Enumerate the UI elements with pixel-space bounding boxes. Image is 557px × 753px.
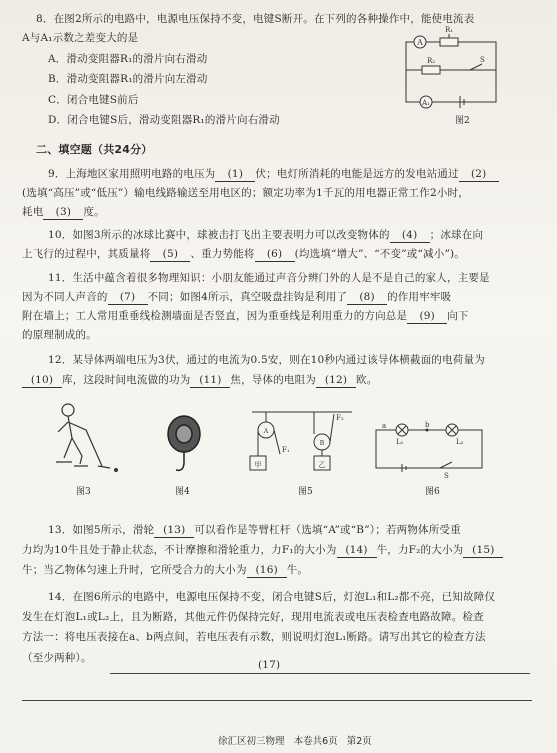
- q12-line1: 12．某导体两端电压为3伏，通过的电流为0.5安，则在10秒内通过该导体横截面的电荷量为: [48, 354, 485, 366]
- fig6-l1-label: L₁: [396, 438, 404, 446]
- blank-15: (15): [463, 543, 503, 558]
- fig5-f1-label: F₁: [282, 446, 290, 454]
- footer-total: 本卷共6页: [293, 736, 338, 747]
- blank-2: (2): [459, 167, 499, 182]
- q8-line1: 8．在图2所示的电路中，电源电压保持不变，电键S断开。在下列的各种操作中，能使电流表: [36, 13, 475, 25]
- q9-line3: 耗电 (3) 度。: [22, 206, 105, 218]
- fig6-point-a-label: a: [382, 422, 387, 430]
- q8-option-c: C．闭合电键S前后: [48, 94, 139, 106]
- fig6-caption: 图6: [425, 487, 440, 497]
- q14-line3: 方法一：将电压表接在a、b两点间，若电压表有示数，则说明灯泡L₁断路。请写出其它的检查方法: [22, 631, 486, 643]
- answer-line-1: [110, 673, 530, 674]
- q8-option-a: A．滑动变阻器R₁的滑片向右滑动: [48, 53, 208, 65]
- q8-option-d: D．闭合电键S后，滑动变阻器R₁的滑片向右滑动: [48, 114, 280, 126]
- fig3-ice-hockey-illustration: [46, 400, 126, 480]
- blank-1: (1): [215, 167, 255, 182]
- q13-line3: 牛；当乙物体匀速上升时，它所受合力的大小为 (16) 牛。: [22, 564, 309, 576]
- q14-line1: 14．在图6所示的电路中，电源电压保持不变，闭合电键S后，灯泡L₁和L₂都不亮，已知故障仅: [48, 591, 496, 603]
- blank-7: (7): [108, 290, 148, 305]
- fig2-switch-label: S: [480, 56, 485, 64]
- fig5-box-yi: 乙: [318, 461, 326, 469]
- q9-line1: 9．上海地区家用照明电路的电压为 (1) 伏；电灯所消耗的电能是远方的发电站通过 (2): [48, 167, 499, 182]
- footer: [218, 733, 372, 747]
- blank-13: (13): [154, 523, 194, 538]
- blank-9: (9): [407, 309, 447, 324]
- q13-line1: 13．如图5所示，滑轮 (13) 可以看作是等臂杠杆（选填“A”或“B”）；若两物体所受重: [48, 524, 461, 536]
- q12-line2: (10) 库，这段时间电流做的功为 (11) 焦，导体的电阻为 (12) 欧。: [22, 373, 377, 388]
- blank-14: (14): [337, 543, 377, 558]
- blank-4: (4): [390, 228, 430, 243]
- fig5-pulleys-diagram: [248, 410, 358, 482]
- blank-16: (16): [247, 563, 287, 578]
- fig2-r2-label: R₂: [426, 57, 436, 65]
- blank-11: (11): [190, 373, 230, 388]
- fig5-box-jia: 甲: [254, 461, 262, 469]
- q11-line1: 11．生活中蕴含着很多物理知识：小朋友能通过声音分辨门外的人是不是自己的家人，主要是: [48, 272, 490, 284]
- fig6-l2-label: L₂: [456, 438, 464, 446]
- q13-line2: 力均为10牛且处于静止状态，不计摩擦和滑轮重力，力F₁的大小为 (14) 牛，力F₂的大小为 (15): [22, 543, 503, 558]
- answer-line-2: [22, 700, 532, 701]
- q14-line4: （至少两种）。: [22, 652, 92, 664]
- fig5-caption: 图5: [298, 487, 313, 497]
- fig3-caption: 图3: [76, 487, 91, 497]
- fig6-switch-label: S: [444, 472, 449, 480]
- fig2-r1-label: R₁: [444, 26, 454, 34]
- section-fill-in-title: 二、填空题（共24分）: [36, 143, 153, 156]
- fig2-ammeter-a-label: A: [417, 38, 423, 47]
- q11-line4: 的原理制成的。: [22, 329, 97, 341]
- fig2-ammeter-a1-label: A₁: [422, 99, 430, 107]
- blank-5: (5): [150, 247, 190, 262]
- q8-line2: A与A₁示数之差变大的是: [22, 32, 139, 44]
- q10-line1: 10．如图3所示的冰球比赛中，球被击打飞出主要表明力可以改变物体的 (4) ；冰球在向: [48, 229, 484, 241]
- fig2-caption: 图2: [455, 116, 470, 126]
- fig5-pulley-a-label: A: [263, 428, 269, 435]
- q9-line2: (选填“高压”或“低压”）输电线路输送至用电区的；额定功率为1千瓦的用电器正常工作2小时，: [22, 187, 469, 199]
- blank-3: (3): [43, 205, 83, 220]
- q10-line2: 上飞行的过程中，其质量将 (5) 、重力势能将 (6) (均选填“增大”、“不变”或“减小”)。: [22, 248, 466, 260]
- footer-region: 徐汇区初三物理: [218, 736, 285, 747]
- q8-option-b: B．滑动变阻器R₁的滑片向左滑动: [48, 73, 208, 85]
- blank-12: (12): [316, 373, 356, 388]
- fig5-pulley-b-label: B: [319, 440, 325, 447]
- fig4-caption: 图4: [175, 487, 190, 497]
- q11-line3: 附在墙上；工人常用重垂线检测墙面是否竖直，因为重垂线是利用重力的方向总是 (9) 向下: [22, 310, 469, 322]
- fig5-f2-label: F₂: [336, 414, 344, 422]
- q14-line2: 发生在灯泡L₁或L₂上，且为断路，其他元件仍保持完好，现用电流表或电压表检查电路故障。检查: [22, 611, 484, 623]
- blank-10: (10): [22, 373, 62, 388]
- fig6-circuit-diagram: [372, 420, 487, 480]
- fig6-point-b-label: b: [425, 421, 430, 429]
- blank-6: (6): [255, 247, 295, 262]
- blank-8: (8): [347, 290, 387, 305]
- q11-line2: 因为不同人声音的 (7) 不同；如图4所示，真空吸盘挂钩是利用了 (8) 的作用牢牢吸: [22, 291, 452, 303]
- fig4-suction-hook-illustration: [160, 410, 210, 480]
- footer-page: 第2页: [346, 736, 372, 747]
- blank-17: (17): [258, 659, 281, 671]
